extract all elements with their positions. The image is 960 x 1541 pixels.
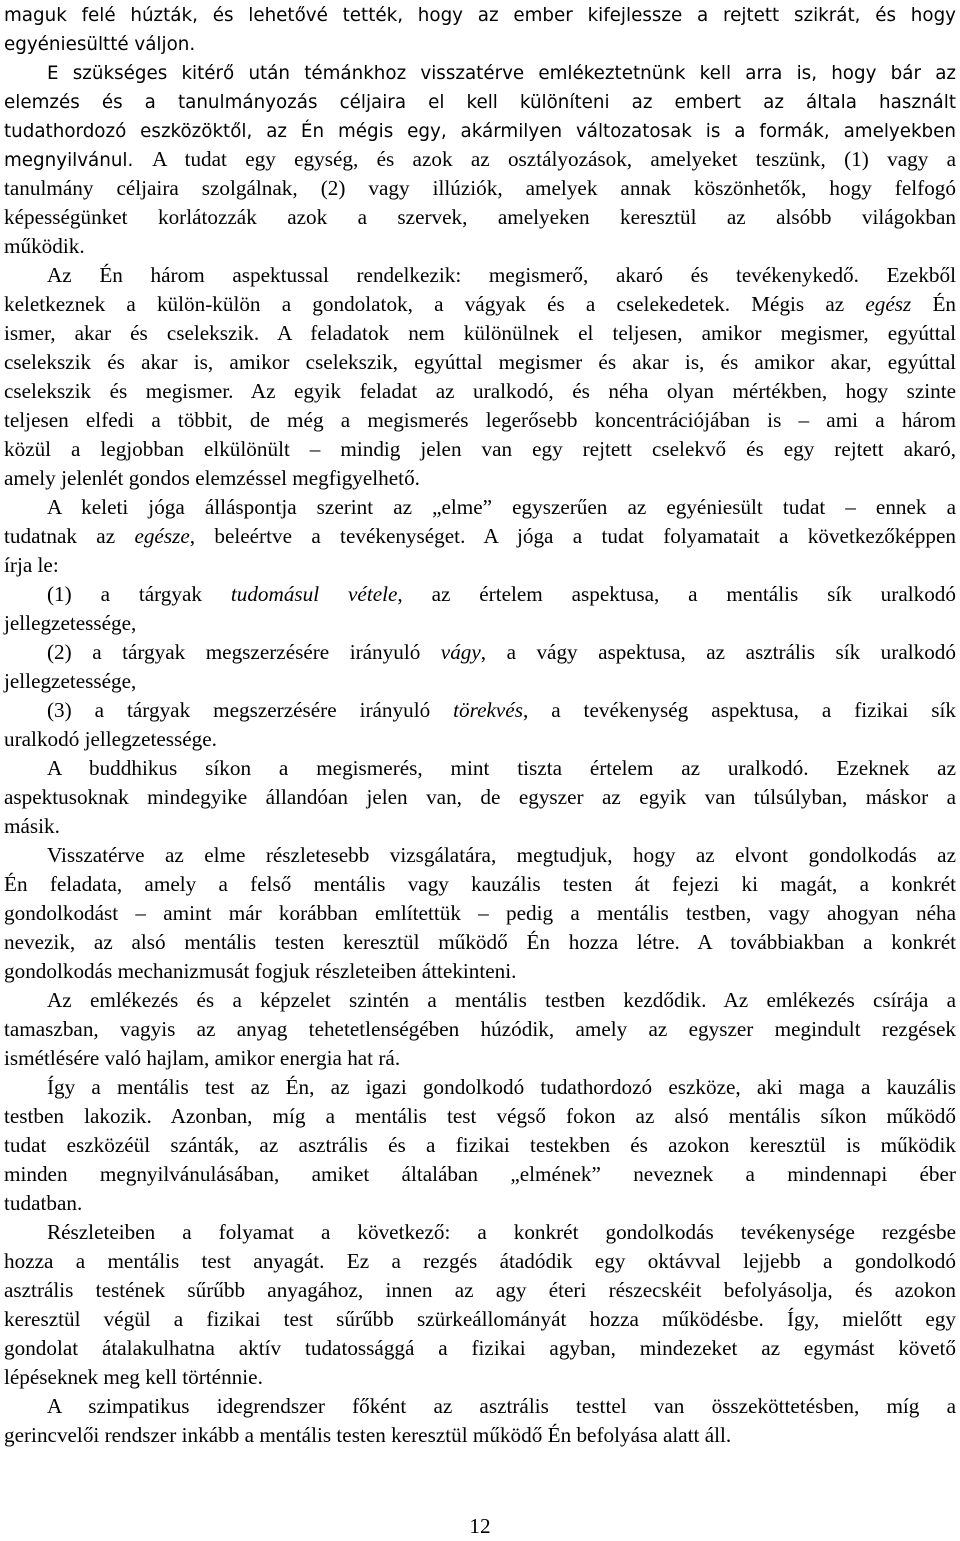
text-line [4,116,956,145]
text-line [4,783,956,812]
text-segment: gerincvelői rendszer inkább a mentális testen keresztül működő Én befolyása alatt áll. [4,1423,732,1447]
text-segment: lépéseknek meg kell történnie. [4,1365,263,1389]
text-line [4,522,956,551]
text-segment: A buddhikus síkon a megismerés, mint tiszta értelem az uralkodó. Ezeknek az [47,756,956,780]
text-line [4,1189,956,1218]
text-segment: A szimpatikus idegrendszer főként az asztrális testtel van összeköttetésben, míg a [47,1394,956,1418]
text-line [4,1160,956,1189]
text-segment: Az Én három aspektussal rendelkezik: megismerő, akaró és tevékenykedő. Ezekből [47,263,956,287]
page-number: 12 [469,1514,491,1538]
text-line [4,261,956,290]
text-segment: működik. [4,234,85,258]
text-line [4,29,956,58]
text-segment: tanulmány céljaira szolgálnak, (2) vagy illúziók, amelyek annak köszönhetők, hogy felfogó [4,176,956,200]
text-line [4,928,956,957]
text-segment: minden megnyilvánulásában, amiket általában „elmének” neveznek a mindennapi éber [4,1162,956,1186]
text-segment: cselekszik és akar is, amikor cselekszik, egyúttal megismer és akar is, és amikor akar, egyúttal [4,350,956,374]
text-line [4,348,956,377]
text-segment: A tudat egy egység, és azok az osztályozások, amelyeket teszünk, (1) vagy a [152,147,957,171]
text-line [4,1334,956,1363]
text-segment: Részleteiben a folyamat a következő: a konkrét gondolkodás tevékenysége rezgésbe [47,1220,956,1244]
text-line [4,957,956,986]
text-segment: , a tevékenység aspektusa, a fizikai sík [522,698,956,722]
emphasis-text: törekvés [453,698,523,722]
text-segment: (1) a tárgyak [47,582,231,606]
text-line [4,754,956,783]
text-segment: A keleti jóga álláspontja szerint az „elme” egyszerűen az egyéniesült tudat – ennek a [47,495,956,519]
text-segment: keresztül végül a fizikai test sűrűbb szürkeállományát hozza működésbe. Így, mielőtt egy [4,1307,956,1331]
text-line [4,319,956,348]
text-segment: uralkodó jellegzetessége. [4,727,217,751]
text-segment: gondolat átalakulhatna aktív tudatossággá a fizikai agyban, mindezeket az egymást követő [4,1336,956,1360]
text-line [4,1015,956,1044]
text-line [4,1247,956,1276]
text-line [4,1305,956,1334]
emphasis-text: tudomásul vétele [230,582,398,606]
text-line [4,203,956,232]
text-line [4,609,956,638]
text-segment: ismétlésére való hajlam, amikor energia hat rá. [4,1046,401,1070]
text-segment: tudathordozó eszközöktől, az Én mégis egy, akármilyen változatosak is a formák, amelyekben [4,121,956,142]
text-line [4,870,956,899]
document-page [4,0,956,1450]
text-segment: , az értelem aspektusa, a mentális sík uralkodó [397,582,956,606]
text-segment: , beleértve a tevékenységet. A jóga a tudat folyamatait a következőképpen [189,524,957,548]
text-line [4,580,956,609]
text-segment: jellegzetessége, [4,669,137,693]
text-segment: elemzés és a tanulmányozás céljaira el kell különíteni az embert az általa használt [4,92,956,113]
emphasis-text: egésze [134,524,190,548]
text-line [4,1044,956,1073]
text-segment: amely jelenlét gondos elemzéssel megfigyelhető. [4,466,420,490]
text-line [4,1421,956,1450]
text-line [4,464,956,493]
text-line [4,725,956,754]
text-line [4,0,956,29]
text-line [4,87,956,116]
text-line [4,145,956,174]
text-segment: Visszatérve az elme részletesebb vizsgálatára, megtudjuk, hogy az elvont gondolkodás az [47,843,956,867]
text-segment: teljesen elfedi a többit, de még a megismerés legerősebb koncentrációjában is – ami a három [4,408,956,432]
text-line [4,290,956,319]
text-line [4,406,956,435]
text-line [4,1073,956,1102]
text-segment: tudatnak az [4,524,135,548]
text-line [4,174,956,203]
text-segment: testben lakozik. Azonban, míg a mentális test végső fokon az alsó mentális síkon működő [4,1104,956,1128]
text-line [4,1218,956,1247]
text-segment: tudat eszközéül szánták, az asztrális és a fizikai testekben és azokon keresztül is működik [4,1133,956,1157]
text-segment: Én feladata, amely a felső mentális vagy kauzális testen át fejezi ki magát, a konkrét [4,872,956,896]
text-line [4,551,956,580]
text-line [4,1392,956,1421]
text-segment: jellegzetessége, [4,611,137,635]
text-segment: asztrális testének sűrűbb anyagához, innen az agy éteri részecskéit befolyásolja, és azokon [4,1278,956,1302]
text-segment: aspektusoknak mindegyike állandóan jelen van, de egyszer az egyik van túlsúlyban, máskor a [4,785,956,809]
text-line [4,435,956,464]
text-segment: cselekszik és megismer. Az egyik feladat az uralkodó, és néha olyan mértékben, hogy szinte [4,379,956,403]
text-segment: közül a legjobban elkülönült – mindig jelen van egy rejtett cselekvő és egy rejtett akaró, [4,437,956,461]
text-segment: , a vágy aspektusa, az asztrális sík uralkodó [480,640,956,664]
text-line [4,899,956,928]
text-segment: gondolkodás mechanizmusát fogjuk részleteiben áttekinteni. [4,959,517,983]
text-line [4,1102,956,1131]
text-segment: (2) a tárgyak megszerzésére irányuló [47,640,441,664]
text-segment: Én [911,292,956,316]
text-segment: képességünket korlátozzák azok a szervek, amelyeken keresztül az alsóbb világokban [4,205,956,229]
text-segment: maguk felé húzták, és lehetővé tették, hogy az ember kifejlessze a rejtett szikrát, és hogy [4,5,956,26]
text-segment: Így a mentális test az Én, az igazi gondolkodó tudathordozó eszköze, aki maga a kauzális [47,1075,956,1099]
text-line [4,696,956,725]
text-segment: ismer, akar és cselekszik. A feladatok nem különülnek el teljesen, amikor megismer, egyúttal [4,321,956,345]
text-segment: egyéniesültté váljon. [4,34,196,55]
text-line [4,1276,956,1305]
emphasis-text: egész [865,292,912,316]
text-segment: másik. [4,814,60,838]
text-segment: megnyilvánul. [4,150,153,171]
text-segment: Az emlékezés és a képzelet szintén a mentális testben kezdődik. Az emlékezés csírája a [47,988,956,1012]
text-segment: hozza a mentális test anyagát. Ez a rezgés átadódik egy oktávval lejjebb a gondolkodó [4,1249,956,1273]
text-segment: tamaszban, vagyis az anyag tehetetlenségében húzódik, amely az egyszer megindult rezgések [4,1017,956,1041]
text-segment: írja le: [4,553,59,577]
text-segment: (3) a tárgyak megszerzésére irányuló [47,698,454,722]
text-segment: E szükséges kitérő után témánkhoz visszatérve emlékeztetnünk kell arra is, hogy bár az [47,63,956,84]
text-line [4,1131,956,1160]
text-segment: tudatban. [4,1191,83,1215]
text-line [4,986,956,1015]
emphasis-text: vágy [440,640,481,664]
text-line [4,377,956,406]
text-line [4,667,956,696]
text-segment: gondolkodást – amint már korábban említettük – pedig a mentális testben, vagy ahogyan néha [4,901,956,925]
text-line [4,232,956,261]
text-line [4,812,956,841]
text-line [4,58,956,87]
text-segment: nevezik, az alsó mentális testen keresztül működő Én hozza létre. A továbbiakban a konkrét [4,930,956,954]
text-segment: keletkeznek a külön-külön a gondolatok, a vágyak és a cselekedetek. Mégis az [4,292,866,316]
text-line [4,638,956,667]
text-line [4,1363,956,1392]
text-line [4,493,956,522]
text-line [4,841,956,870]
